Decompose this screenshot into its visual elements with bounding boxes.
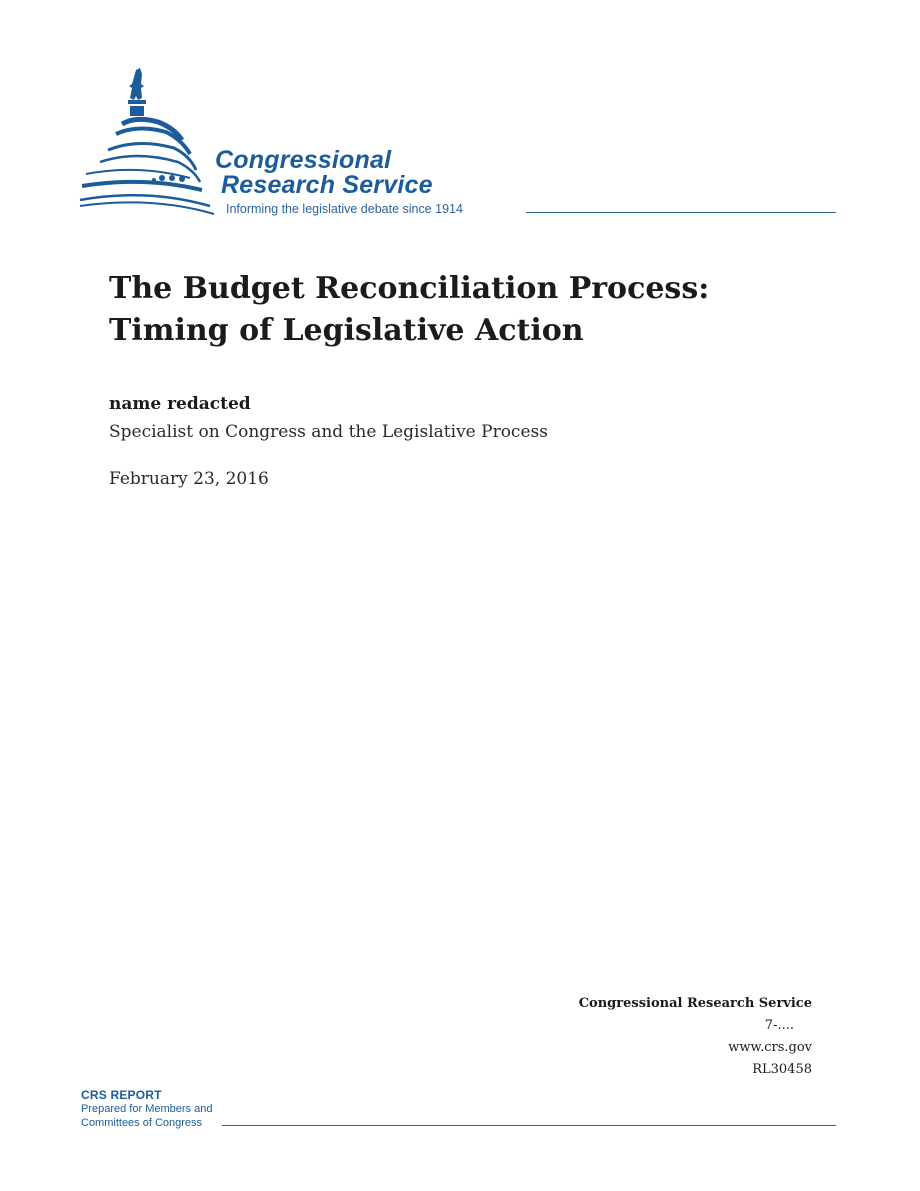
capitol-dome-icon: [78, 66, 223, 221]
crs-logo: [78, 66, 838, 226]
footer-website: www.crs.gov: [728, 1040, 812, 1055]
author-name: name redacted: [109, 394, 251, 414]
header-divider: [526, 212, 836, 213]
report-date: February 23, 2016: [109, 469, 269, 489]
logo-tagline: Informing the legislative debate since 1914: [226, 202, 463, 216]
footer-divider: [222, 1125, 836, 1126]
report-title-line1: The Budget Reconciliation Process:: [109, 271, 710, 306]
report-title: [109, 268, 809, 352]
logo-wordmark-line1: Congressional: [215, 146, 392, 174]
crs-report-mark: [81, 1088, 212, 1130]
crs-report-line1: Prepared for Members and: [81, 1103, 213, 1115]
footer-report-number: RL30458: [752, 1062, 812, 1077]
report-title-line2: Timing of Legislative Action: [109, 313, 584, 348]
footer-info: [579, 993, 812, 1081]
crs-report-label: CRS REPORT: [81, 1088, 162, 1102]
footer-organization: Congressional Research Service: [578, 996, 812, 1011]
crs-report-line2: Committees of Congress: [81, 1117, 203, 1129]
logo-wordmark-line2: Research Service: [221, 171, 433, 199]
footer-code: 7-....: [764, 1018, 794, 1033]
author-position: Specialist on Congress and the Legislative Process: [109, 422, 548, 442]
